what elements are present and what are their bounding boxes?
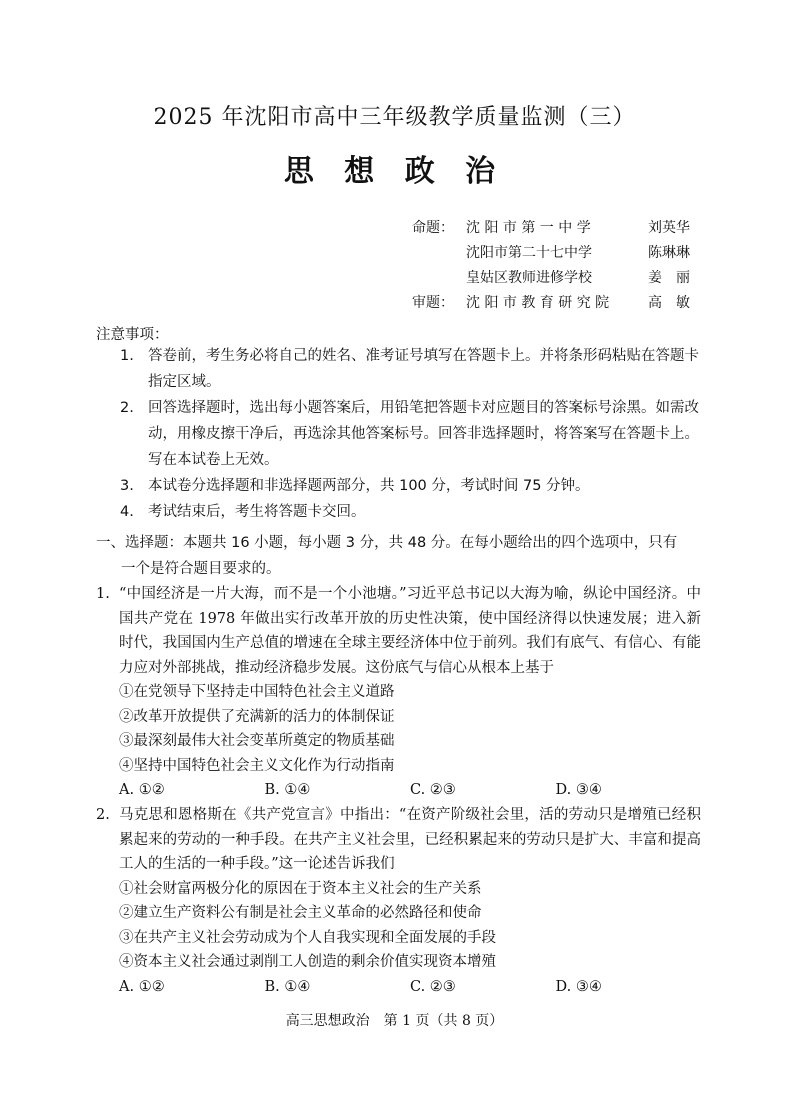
section-heading-line: 一个是符合题目要求的。 bbox=[121, 561, 281, 577]
question-text: “中国经济是一片大海，而不是一个小池塘。”习近平总书记以大海为喻，纵论中国经济。中国共产党在 1978 年做出实行改革开放的历史性决策，使中国经济得以快速发展；进入新时代，我国国内生产总值的增速在全球主要经济体中位于前列。我们有底气、有信心、有能力应对外部挑战，推动经济稳步发展。这份底气与信心从根本上基于 bbox=[119, 586, 701, 676]
choice-b: B. ①④ bbox=[264, 978, 311, 995]
question-stem bbox=[96, 803, 701, 877]
question-number: 2. bbox=[96, 807, 110, 823]
answer-choices bbox=[96, 778, 701, 803]
note-number: 1. bbox=[120, 348, 134, 364]
statement-option: ③最深刻最伟大社会变革所奠定的物质基础 bbox=[119, 733, 395, 749]
statement-option: ④资本主义社会通过剥削工人创造的剩余价值实现资本增殖 bbox=[119, 954, 496, 970]
question-1 bbox=[96, 582, 701, 803]
statement-option: ③在共产主义社会劳动成为个人自我实现和全面发展的手段 bbox=[119, 929, 496, 946]
statement-option: ①社会财富两极分化的原因在于资本主义社会的生产关系 bbox=[119, 880, 482, 897]
subject-title: 思 想 政 治 bbox=[283, 154, 506, 189]
statement-option: ②建立生产资料公有制是社会主义革命的必然路径和使命 bbox=[119, 905, 482, 921]
notes-list bbox=[120, 343, 705, 525]
note-number: 4. bbox=[120, 504, 134, 520]
note-number: 3. bbox=[120, 478, 134, 494]
page-footer: 高三思想政治 第 1 页（共 8 页） bbox=[285, 1013, 504, 1029]
note-number: 2. bbox=[120, 400, 134, 416]
reviewer-row bbox=[412, 291, 708, 316]
statement-option: ①在党领导下坚持走中国特色社会主义道路 bbox=[119, 684, 395, 700]
author-row bbox=[412, 241, 708, 266]
question-text: 马克思和恩格斯在《共产党宣言》中指出：“在资产阶级社会里，活的劳动只是增殖已经积累起来的劳动的一种手段。在共产主义社会里，已经积累起来的劳动只是扩大、丰富和提高工人的生活的一种手段。”这一论述告诉我们 bbox=[119, 807, 701, 872]
statement-option: ④坚持中国特色社会主义文化作为行动指南 bbox=[119, 757, 395, 774]
note-text: 回答选择题时，选出每小题答案后，用铅笔把答题卡对应题目的答案标号涂黑。如需改动，用橡皮擦干净后，再选涂其他答案标号。回答非选择题时，将答案写在答题卡上。写在本试卷上无效。 bbox=[148, 400, 699, 468]
notes-title: 注意事项： bbox=[96, 327, 169, 343]
choice-d: D. ③④ bbox=[555, 978, 602, 995]
author-school: 沈阳市第二十七中学 bbox=[466, 245, 592, 261]
author-role: 审题： bbox=[412, 295, 454, 311]
author-name: 刘英华 bbox=[648, 220, 690, 236]
note-item bbox=[120, 395, 705, 473]
note-text: 本试卷分选择题和非选择题两部分，共 100 分，考试时间 75 分钟。 bbox=[148, 478, 590, 494]
author-list bbox=[412, 216, 708, 316]
author-name: 姜 丽 bbox=[648, 270, 690, 286]
author-school: 皇姑区教师进修学校 bbox=[466, 270, 592, 286]
author-role bbox=[412, 241, 466, 266]
author-name: 陈琳琳 bbox=[648, 245, 690, 261]
answer-choices bbox=[96, 975, 701, 1000]
note-item bbox=[120, 499, 705, 525]
choice-a: A. ①② bbox=[119, 782, 165, 798]
question-number: 1. bbox=[96, 586, 110, 602]
note-text: 考试结束后，考生将答题卡交回。 bbox=[148, 504, 366, 520]
author-school: 沈 阳 市 教 育 研 究 院 bbox=[466, 295, 610, 311]
exam-title: 2025 年沈阳市高中三年级教学质量监测（三） bbox=[153, 105, 636, 130]
author-row bbox=[412, 216, 708, 241]
author-role bbox=[412, 266, 466, 291]
author-school: 沈 阳 市 第 一 中 学 bbox=[466, 220, 591, 236]
choice-d: D. ③④ bbox=[555, 782, 602, 798]
choice-a: A. ①② bbox=[119, 978, 165, 995]
choice-c: C. ②③ bbox=[410, 782, 456, 798]
statement-option: ②改革开放提供了充满新的活力的体制保证 bbox=[119, 708, 395, 725]
question-stem bbox=[96, 582, 701, 680]
section-heading bbox=[96, 530, 701, 582]
choice-c: C. ②③ bbox=[410, 978, 456, 995]
author-role: 命题： bbox=[412, 220, 454, 236]
choice-b: B. ①④ bbox=[264, 782, 311, 798]
section-heading-line: 一、选择题：本题共 16 小题，每小题 3 分，共 48 分。在每小题给出的四个选项中，只有 bbox=[96, 535, 678, 551]
author-row bbox=[412, 266, 708, 291]
note-item bbox=[120, 343, 705, 395]
note-text: 答卷前，考生务必将自己的姓名、准考证号填写在答题卡上。并将条形码粘贴在答题卡指定区域。 bbox=[148, 348, 699, 390]
question-2 bbox=[96, 803, 701, 999]
author-name: 高 敏 bbox=[648, 295, 690, 311]
note-item bbox=[120, 473, 705, 499]
